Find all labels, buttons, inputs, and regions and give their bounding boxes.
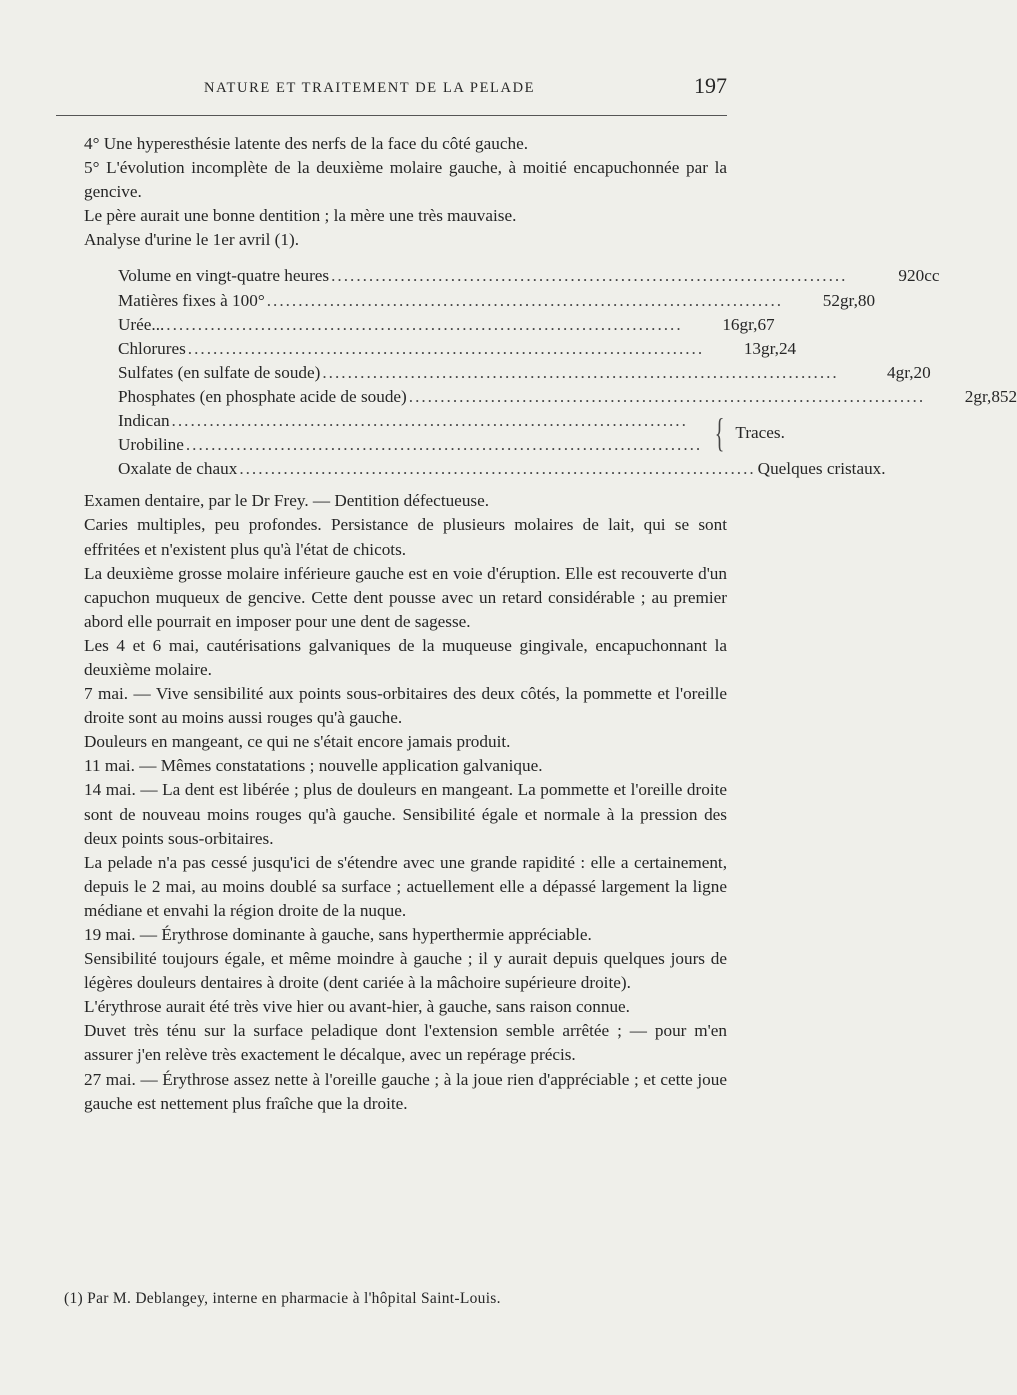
table-row bbox=[118, 433, 704, 457]
row-value: 2gr,852 bbox=[964, 386, 1017, 406]
leader-dots: .................................................................................. bbox=[239, 459, 756, 479]
row-value: Traces. bbox=[735, 423, 785, 443]
table-row bbox=[118, 289, 876, 313]
paragraph: 11 mai. — Mêmes constatations ; nouvelle application galvanique. bbox=[84, 756, 543, 776]
paragraph: La deuxième grosse molaire inférieure gauche est en voie d'éruption. Elle est recouverte d'un capuchon muqueux de gencive. Cette dent pousse avec un retard considérable ; au premier abord elle pourrait en imposer pour une dent de sagesse. bbox=[84, 563, 727, 631]
row-label: Volume en vingt-quatre heures bbox=[118, 266, 330, 286]
row-value: Quelques cristaux. bbox=[757, 459, 886, 479]
row-label: Indican bbox=[118, 411, 170, 431]
table-row bbox=[118, 409, 704, 433]
row-value: 16gr,67 bbox=[722, 314, 775, 334]
page-header bbox=[56, 73, 727, 106]
table-row bbox=[118, 385, 1017, 409]
paragraph: 4° Une hyperesthésie latente des nerfs de la face du côté gauche. bbox=[84, 134, 528, 153]
table-row bbox=[118, 264, 940, 288]
row-label: Matières fixes à 100° bbox=[118, 290, 265, 310]
paragraph: L'érythrose aurait été très vive hier ou avant-hier, à gauche, sans raison connue. bbox=[84, 997, 630, 1017]
paragraph: 7 mai. — Vive sensibilité aux points sous-orbitaires des deux côtés, la pommette et l'oreille droite sont au moins aussi rouges qu'à gauche. bbox=[84, 684, 727, 728]
leader-dots: .................................................................................. bbox=[185, 435, 703, 455]
leader-dots: .................................................................................. bbox=[331, 266, 848, 286]
leader-dots: .................................................................................. bbox=[266, 290, 784, 310]
body-text bbox=[84, 132, 1017, 1116]
row-label: Chlorures bbox=[118, 338, 186, 358]
table-row bbox=[118, 313, 775, 337]
row-value: 920cc bbox=[898, 266, 940, 286]
braced-rows bbox=[118, 409, 785, 457]
paragraph: Examen dentaire, par le Dr Frey. — Dentition défectueuse. bbox=[84, 491, 490, 511]
table-row bbox=[118, 337, 797, 361]
paragraph: Duvet très ténu sur la surface peladique dont l'extension semble arrêtée ; — pour m'en assurer j'en relève très exactement le décalque, avec un repérage précis. bbox=[84, 1021, 727, 1065]
row-label: Sulfates (en sulfate de soude) bbox=[118, 362, 321, 382]
curly-brace: { bbox=[715, 410, 725, 456]
row-label: Oxalate de chaux bbox=[118, 459, 238, 479]
row-value: 13gr,24 bbox=[743, 338, 797, 358]
header-rule bbox=[56, 115, 727, 116]
paragraph: 19 mai. — Érythrose dominante à gauche, sans hyperthermie appréciable. bbox=[84, 925, 592, 944]
row-label: Phosphates (en phosphate acide de soude) bbox=[118, 386, 407, 406]
paragraph: 5° L'évolution incomplète de la deuxième molaire gauche, à moitié encapuchonnée par la gencive. bbox=[84, 158, 727, 202]
page-number: 197 bbox=[694, 73, 727, 98]
paragraph: Caries multiples, peu profondes. Persistance de plusieurs molaires de lait, qui se sont effritées et n'existent plus qu'à l'état de chicots. bbox=[84, 515, 727, 559]
paragraph: 27 mai. — Érythrose assez nette à l'oreille gauche ; à la joue rien d'appréciable ; et cette joue gauche est nettement plus fraîche que la droite. bbox=[84, 1069, 727, 1113]
row-value: 52gr,80 bbox=[822, 290, 876, 310]
row-label: Urobiline bbox=[118, 435, 184, 455]
paragraph: Le père aurait une bonne dentition ; la mère une très mauvaise. bbox=[84, 206, 517, 226]
paragraph: 14 mai. — La dent est libérée ; plus de douleurs en mangeant. La pommette et l'oreille droite sont de nouveau moins rouges qu'à gauche. Sensibilité égale et normale à la pression des deux points sous-orbitaires. bbox=[84, 780, 727, 848]
paragraph: La pelade n'a pas cessé jusqu'ici de s'étendre avec une grande rapidité : elle a certainement, depuis le 2 mai, au moins doublé sa surface ; actuellement elle a dépassé largement la ligne médiane et envahi la région droite de la nuque. bbox=[84, 852, 727, 920]
leader-dots: .................................................................................. bbox=[187, 338, 705, 358]
paragraph: Sensibilité toujours égale, et même moindre à gauche ; il y aurait depuis quelques jours de légères douleurs dentaires à droite (dent cariée à la mâchoire supérieure droite). bbox=[84, 949, 727, 993]
leader-dots: .................................................................................. bbox=[322, 362, 839, 382]
table-row bbox=[118, 361, 931, 385]
leader-dots: .................................................................................. bbox=[171, 411, 688, 431]
row-value: 4gr,20 bbox=[887, 362, 931, 382]
footnote: (1) Par M. Deblangey, interne en pharmacie à l'hôpital Saint-Louis. bbox=[64, 1290, 501, 1307]
leader-dots: .................................................................................. bbox=[166, 314, 683, 334]
paragraph: Les 4 et 6 mai, cautérisations galvaniques de la muqueuse gingivale, encapuchonnant la deuxième molaire. bbox=[84, 635, 727, 679]
table-row bbox=[118, 457, 886, 481]
paragraph: Douleurs en mangeant, ce qui ne s'était encore jamais produit. bbox=[84, 732, 511, 752]
running-title: NATURE ET TRAITEMENT DE LA PELADE bbox=[204, 80, 536, 96]
row-label: Urée... bbox=[118, 314, 165, 334]
paragraph: Analyse d'urine le 1er avril (1). bbox=[84, 230, 299, 250]
leader-dots: .................................................................................. bbox=[408, 386, 926, 406]
urine-analysis-table bbox=[118, 264, 1017, 481]
